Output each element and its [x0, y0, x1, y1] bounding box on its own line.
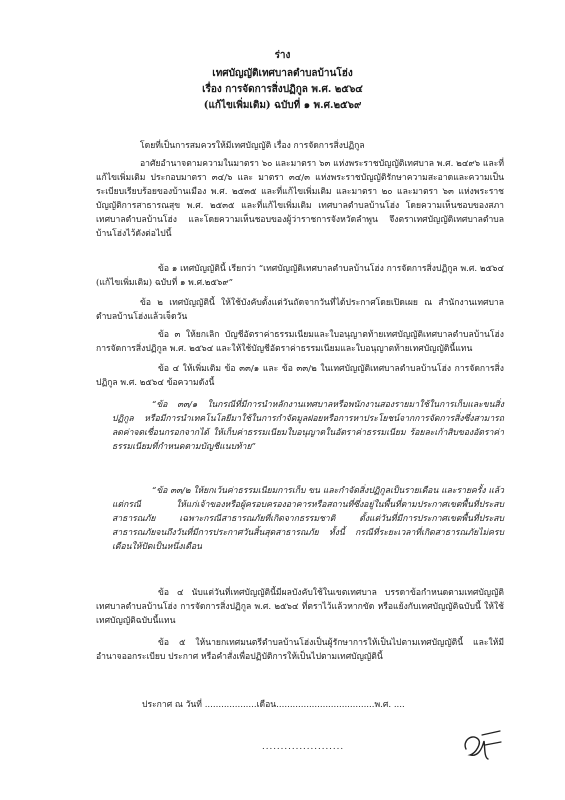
draft-label: ร่าง — [274, 50, 291, 61]
signature-icon — [458, 727, 504, 768]
clause-6: ข้อ ๕ ให้นายกเทศมนตรีตำบลบ้านโฮ่งเป็นผู้รักษาการให้เป็นไปตามเทศบัญญัตินี้ และให้มีอำนาจออกระเบียบ ประกาศ หรือคำสั่งเพื่อปฏิบัติการให้เป็นไปตามเทศบัญญัตินี้ — [96, 638, 504, 662]
announcement-date-line: ประกาศ ณ วันที่ ...................เดือน....................................พ.ศ. .... — [142, 700, 405, 710]
clause-3: ข้อ ๓ ให้ยกเลิก บัญชีอัตราค่าธรรมเนียมและใบอนุญาตท้ายเทศบัญญัติเทศบาลตำบลบ้านโฮ่ง การจัดการสิ่งปฏิกูล พ.ศ. ๒๕๖๔ และให้ใช้บัญชีอัตราค่าธรรมเนียมและใบอนุญาตท้ายเทศบัญญัตินี้แทน — [96, 330, 504, 354]
clause-2: ข้อ ๒ เทศบัญญัตินี้ ให้ใช้บังคับตั้งแต่วันถัดจากวันที่ได้ประกาศโดยเปิดเผย ณ สำนักงานเทศบาลตำบลบ้านโฮ่งแล้วเจ็ดวัน — [96, 298, 504, 322]
clause-4: ข้อ ๔ ให้เพิ่มเติม ข้อ ๓๓/๑ และ ข้อ ๓๓/๒ ในเทศบัญญัติเทศบาลตำบลบ้านโฮ่ง การจัดการสิ่งปฏิกูล พ.ศ. ๒๕๖๔ ข้อความดังนี้ — [96, 364, 504, 388]
quote-clause-33-1: “ข้อ ๓๓/๑ ในกรณีที่มีการนำหลักงานเทศบาลหรือพนักงานสองรายมาใช้ในการเก็บและขนสิ่งปฏิกูล หรือมีการนำเทคโนโลยีมาใช้ในการกำจัดมูลฝอยหรือการหาประโยชน์จากการจัดการสิ่งซึ่งสามารถลดค่าจดเชื่อนกรอกจากได้ ให้เก็บค่าธรรมเนียมใบอนุญาตในอัตราค่าธรรมเนียม ร้อยละเก้าสิบของอัตราค่าธรรมเนียมที่กำหนดตามบัญชีแนบท้าย” — [112, 400, 504, 452]
quote-clause-33-2: “ข้อ ๓๓/๒ ให้ยกเว้นค่าธรรมเนียมการเก็บ ขน และกำจัดสิ่งปฏิกูลเป็นรายเดือน และรายครั้ง แล้วแต่กรณี ให้แก่เจ้าของหรือผู้ครอบครองอาคารหรือสถานที่ซึ่งอยู่ในพื้นที่ตามประกาศเขตพื้นที่ประสบสาธารณภัย เฉพาะกรณีสาธารณภัยที่เกิดจากธรรมชาติ ตั้งแต่วันที่มีการประกาศเขตพื้นที่ประสบสาธารณภัยจนถึงวันที่มีการประกาศวันสิ้นสุดสาธารณภัย ทั้งนี้ กรณีที่ระยะเวลาที่เกิดสาธารณภัยไม่ครบเดือนให้ปัดเป็นหนึ่งเดือน — [112, 486, 504, 552]
document-title: เทศบัญญัติเทศบาลตำบลบ้านโฮ่ง — [212, 68, 353, 79]
document-amendment: (แก้ไขเพิ่มเติม) ฉบับที่ ๑ พ.ศ.๒๕๖๙ — [203, 100, 362, 111]
document-subject: เรื่อง การจัดการสิ่งปฏิกูล พ.ศ. ๒๕๖๔ — [202, 84, 363, 95]
intro-paragraph: โดยที่เป็นการสมควรให้มีเทศบัญญัติ เรื่อง การจัดการสิ่งปฏิกูล — [140, 141, 365, 151]
clause-5: ข้อ ๔ นับแต่วันที่เทศบัญญัตินี้มีผลบังคับใช้ในเขตเทศบาล บรรดาข้อกำหนดตามเทศบัญญัติเทศบาลตำบลบ้านโฮ่ง การจัดการสิ่งปฏิกูล พ.ศ. ๒๕๖๔ ที่ตราไว้แล้วหากขัด หรือแย้งกับเทศบัญญัติฉบับนี้ ให้ใช้เทศบัญญัติฉบับนี้แทน — [96, 588, 504, 626]
signature-dotted-line: ...................... — [262, 742, 345, 752]
clause-1: ข้อ ๑ เทศบัญญัตินี้ เรียกว่า “เทศบัญญัติเทศบาลตำบลบ้านโฮ่ง การจัดการสิ่งปฏิกูล พ.ศ. ๒๕๖๔ (แก้ไขเพิ่มเติม) ฉบับที่ ๑ พ.ศ.๒๕๖๙” — [96, 264, 504, 288]
authority-paragraph: อาศัยอำนาจตามความในมาตรา ๖๐ และมาตรา ๖๓ แห่งพระราชบัญญัติเทศบาล พ.ศ. ๒๔๙๖ และที่แก้ไขเพิ่มเติม ประกอบมาตรา ๓๔/๖ และ มาตรา ๓๔/๓ แห่งพระราชบัญญัติรักษาความสะอาดและความเป็นระเบียบเรียบร้อยของบ้านเมือง พ.ศ. ๒๕๓๕ และที่แก้ไขเพิ่มเติม และมาตรา ๒๐ และมาตรา ๖๓ แห่งพระราชบัญญัติการสาธารณสุข พ.ศ. ๒๕๓๕ และที่แก้ไขเพิ่มเติม เทศบาลตำบลบ้านโฮ่ง โดยความเห็นชอบของสภาเทศบาลตำบลบ้านโฮ่ง และโดยความเห็นชอบของผู้ว่าราชการจังหวัดลำพูน จึงตราเทศบัญญัติเทศบาลตำบลบ้านโฮ่งไว้ดังต่อไปนี้ — [96, 159, 504, 239]
